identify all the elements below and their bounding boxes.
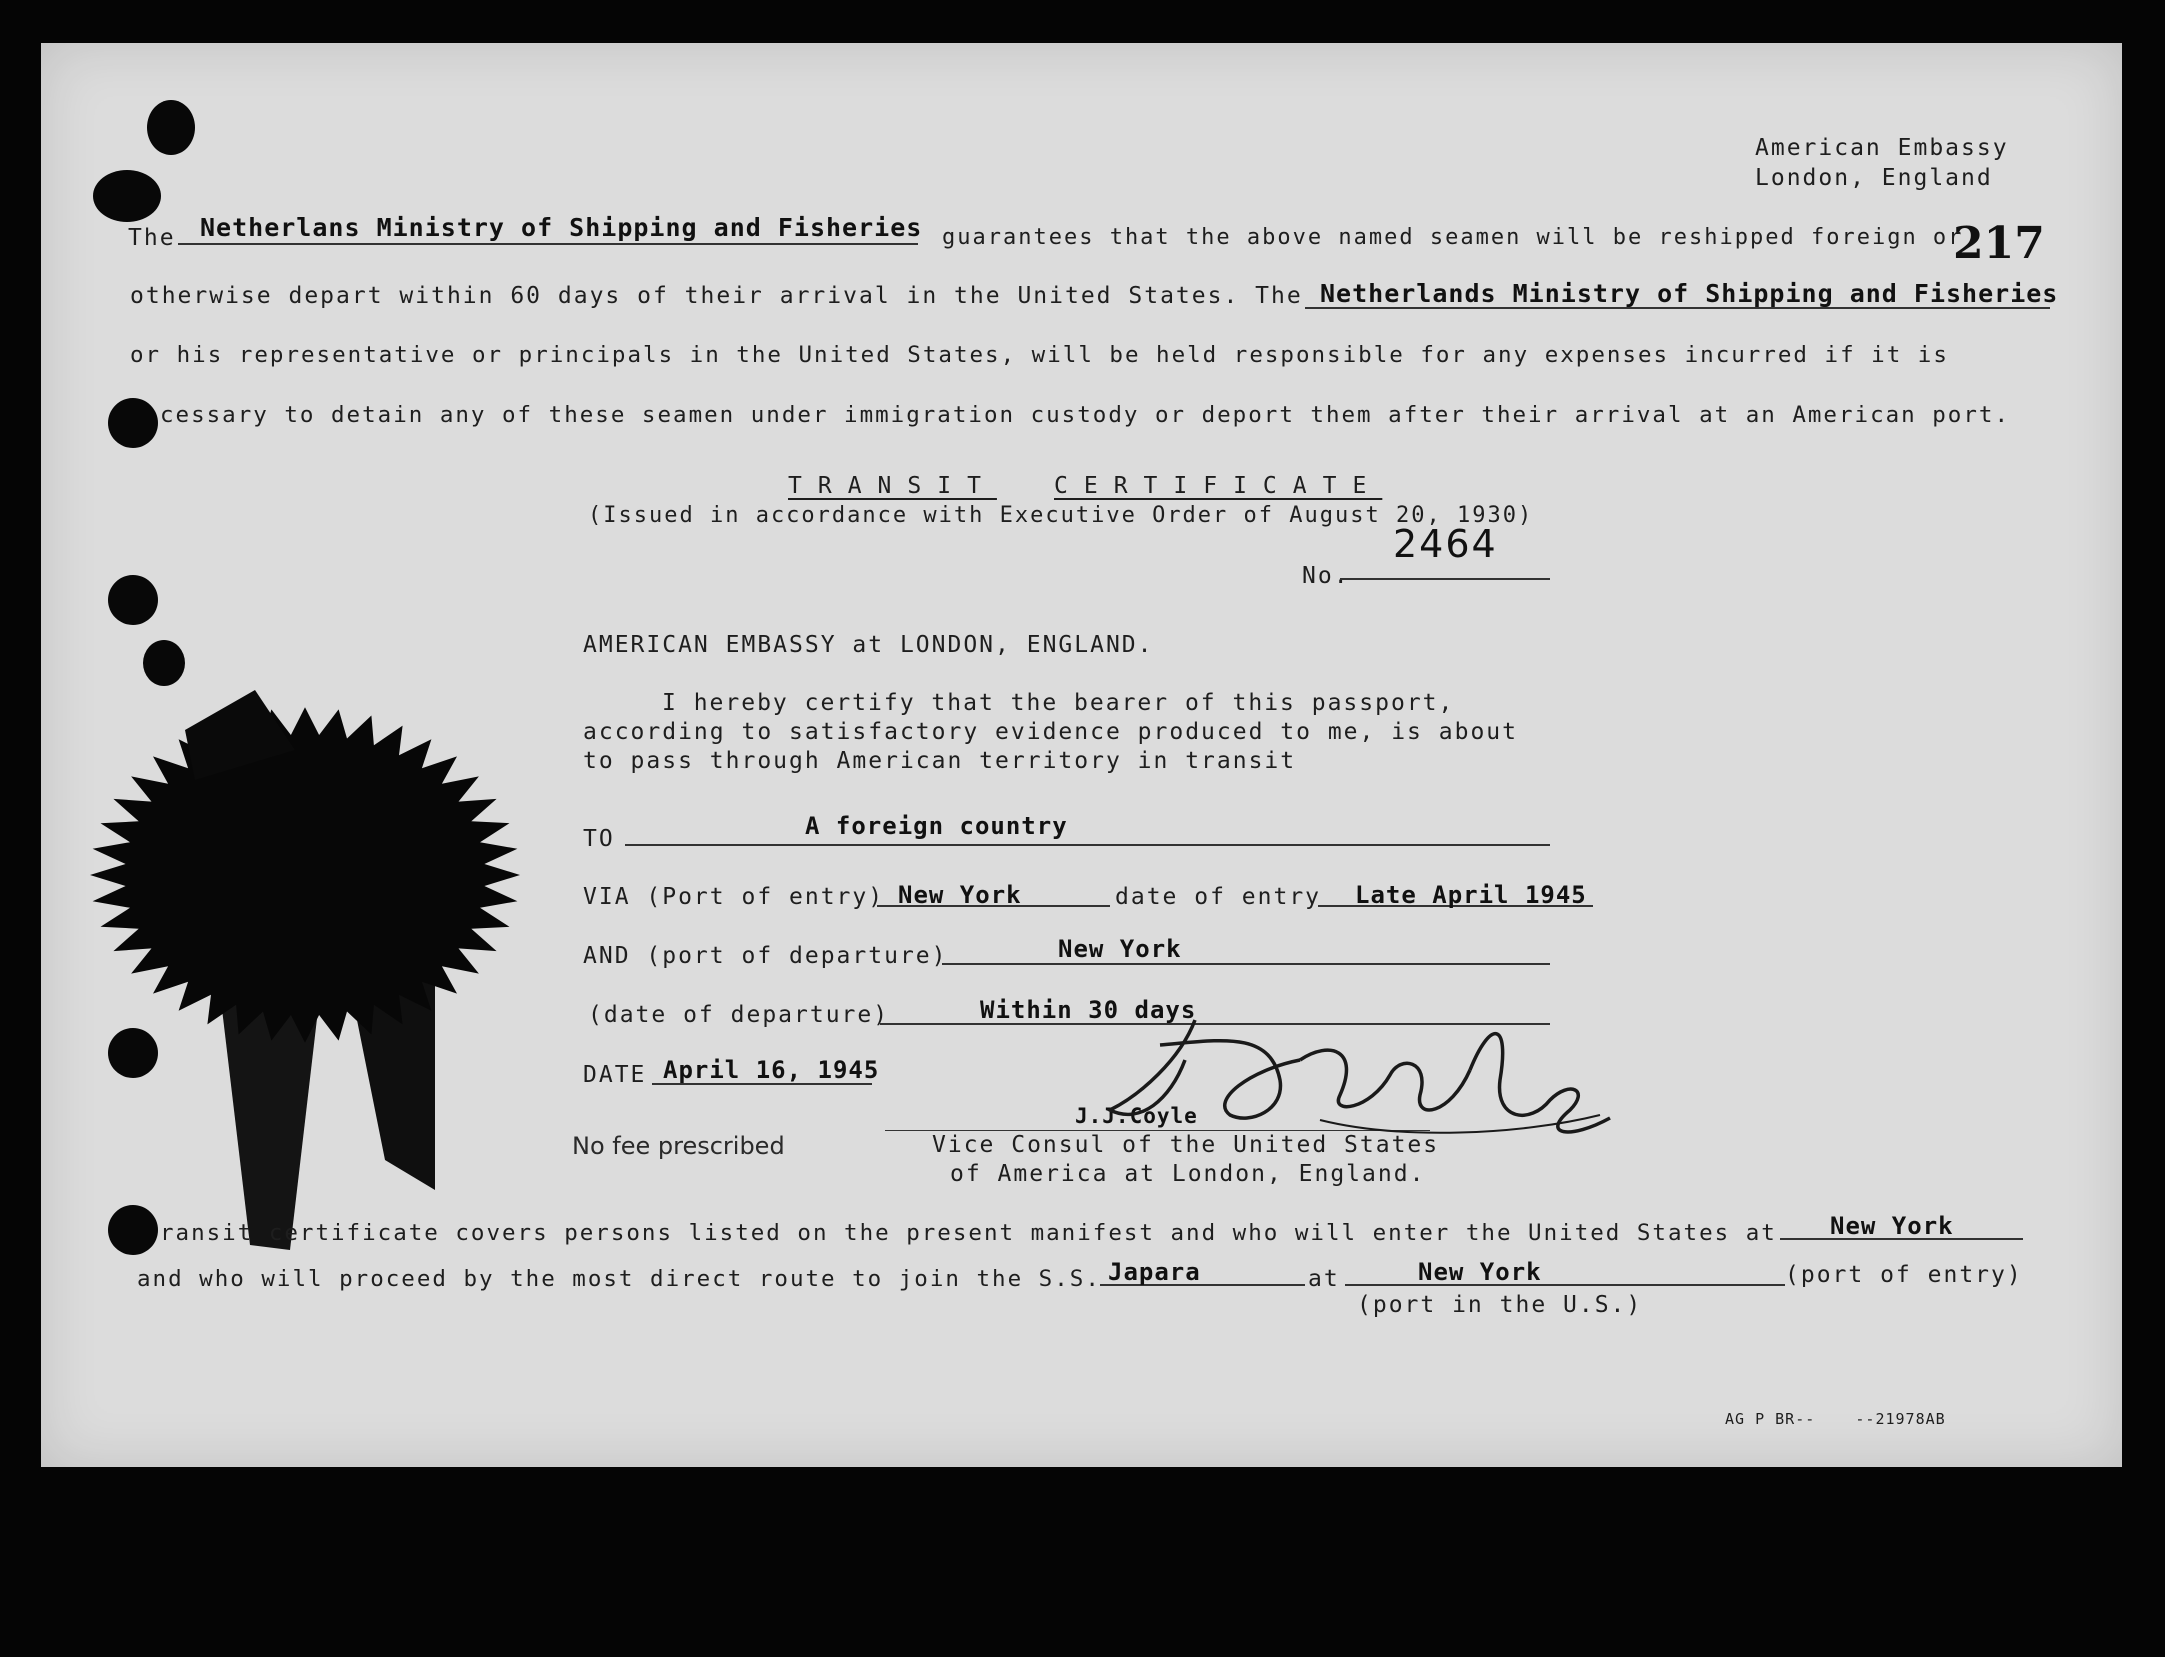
certify-line1: I hereby certify that the bearer of this passport, xyxy=(662,690,1455,716)
company2-underline xyxy=(1305,307,2050,309)
date-label: DATE xyxy=(583,1062,647,1088)
departure-value: Within 30 days xyxy=(980,996,1197,1024)
fee-stamp: No fee prescribed xyxy=(572,1132,785,1160)
port-line xyxy=(1345,1284,1785,1286)
handwritten-signature xyxy=(1100,1000,1620,1180)
guarantee-the: The xyxy=(128,225,176,251)
embassy-seal-icon xyxy=(95,690,535,1260)
certify-line3: to pass through American territory in transit xyxy=(583,748,1297,774)
port-of-entry-label: (port of entry) xyxy=(1785,1262,2023,1288)
certificate-number: 2464 xyxy=(1393,522,1498,566)
guarantee-line1: guarantees that the above named seamen will be reshipped foreign or xyxy=(942,225,1964,250)
signer-title-2: of America at London, England. xyxy=(950,1161,1426,1187)
to-line xyxy=(625,844,1550,846)
via-value: New York xyxy=(898,881,1022,909)
certificate-title-word1: TRANSIT xyxy=(788,473,997,499)
number-underline xyxy=(1340,578,1550,580)
to-label: TO xyxy=(583,826,615,852)
punch-hole xyxy=(108,575,158,625)
footer-line2: and who will proceed by the most direct route to join the S.S. xyxy=(137,1266,1101,1292)
issuer: AMERICAN EMBASSY at LONDON, ENGLAND. xyxy=(583,632,1154,658)
to-value: A foreign country xyxy=(805,812,1068,840)
at-label: at xyxy=(1308,1266,1340,1292)
footer-line1: ransit certificate covers persons listed on the present manifest and who will enter the United States at xyxy=(160,1220,1777,1246)
and-line xyxy=(942,963,1550,965)
guarantee-line4: cessary to detain any of these seamen under immigration custody or deport them after their arrival at an American port. xyxy=(160,402,2010,428)
punch-hole xyxy=(108,398,158,448)
port-entry-value: New York xyxy=(1830,1212,1954,1240)
header-location: London, England xyxy=(1755,165,1993,191)
date-value: April 16, 1945 xyxy=(663,1056,880,1084)
no-label: No. xyxy=(1302,563,1350,589)
and-value: New York xyxy=(1058,935,1182,963)
guarantee-line2: otherwise depart within 60 days of their arrival in the United States. The xyxy=(130,283,1303,309)
certificate-subtitle: (Issued in accordance with Executive Order of August 20, 1930) xyxy=(588,503,1534,528)
certificate-title-word2: CERTIFICATE xyxy=(1054,473,1383,499)
and-label: AND (port of departure) xyxy=(583,943,948,969)
guarantee-line3: or his representative or principals in the United States, will be held responsible for any expenses incurred if it is xyxy=(130,342,1949,368)
form-code: AG P BR-- --21978AB xyxy=(1725,1410,1946,1428)
punch-hole xyxy=(93,170,161,222)
signer-name: J.J.Coyle xyxy=(1075,1104,1198,1128)
date-entry-value: Late April 1945 xyxy=(1355,881,1587,909)
via-label: VIA (Port of entry) xyxy=(583,884,885,910)
departure-label: (date of departure) xyxy=(588,1002,890,1028)
page-number: 217 xyxy=(1953,218,2045,269)
certify-line2: according to satisfactory evidence produced to me, is about xyxy=(583,719,1518,745)
punch-hole xyxy=(147,100,195,155)
guarantee-company2: Netherlands Ministry of Shipping and Fisheries xyxy=(1320,279,2059,308)
company-underline xyxy=(178,243,918,245)
punch-hole xyxy=(143,640,185,686)
port-caption: (port in the U.S.) xyxy=(1357,1292,1643,1318)
port-value: New York xyxy=(1418,1258,1542,1286)
guarantee-company: Netherlans Ministry of Shipping and Fisheries xyxy=(200,213,923,242)
header-embassy: American Embassy xyxy=(1755,135,2009,161)
signer-title-1: Vice Consul of the United States xyxy=(932,1132,1440,1158)
date-entry-label: date of entry xyxy=(1115,884,1322,910)
ship-name: Japara xyxy=(1108,1258,1201,1286)
